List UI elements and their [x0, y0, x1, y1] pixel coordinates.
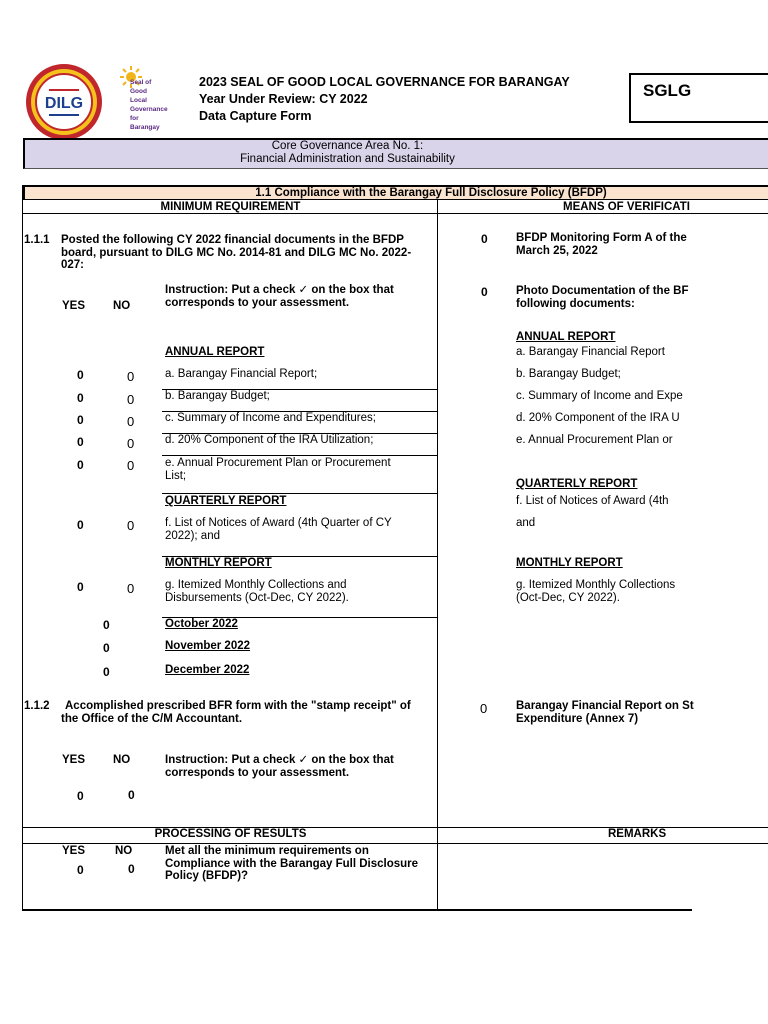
results-yes-value[interactable]: 0 — [77, 863, 84, 877]
item-112-yes-header: YES — [62, 754, 86, 766]
item-112-instruction: Instruction: Put a check ✓ on the box that — [165, 754, 394, 766]
row-c-yes[interactable]: 0 — [77, 413, 84, 427]
mov-annual-heading: ANNUAL REPORT — [516, 331, 616, 343]
item-112-no-value[interactable]: 0 — [128, 788, 135, 802]
monthly-report-heading: MONTHLY REPORT — [165, 557, 272, 569]
annual-report-heading: ANNUAL REPORT — [165, 346, 265, 358]
dilg-logo-text: DILG — [44, 95, 84, 112]
mov-b-text: Photo Documentation of the BF — [516, 285, 689, 297]
item-112-number: 1.1.2 — [24, 700, 50, 712]
december-value[interactable]: 0 — [103, 665, 110, 679]
dilg-logo — [25, 63, 103, 141]
results-no-header: NO — [115, 845, 133, 857]
row-g-no[interactable]: 0 — [127, 581, 135, 596]
row-e-yes[interactable]: 0 — [77, 458, 84, 472]
results-question-3: Policy (BFDP)? — [165, 870, 249, 882]
row-a-yes[interactable]: 0 — [77, 368, 84, 382]
results-question-2: Compliance with the Barangay Full Disclosure — [165, 857, 419, 870]
mov-b-value[interactable]: 0 — [481, 285, 488, 299]
year-under-review: Year Under Review: CY 2022 — [199, 92, 368, 106]
november-label: November 2022 — [165, 640, 251, 652]
item-112-text: Accomplished prescribed BFR form with the "stamp receipt" of — [65, 700, 411, 712]
seal-line: Local — [130, 97, 147, 104]
area-line1: Core Governance Area No. 1: — [271, 140, 424, 152]
row-b-yes[interactable]: 0 — [77, 391, 84, 405]
mov-item-a: a. Barangay Financial Report — [516, 346, 665, 358]
item-111-text-2: board, pursuant to DILG MC No. 2014-81 and DILG MC No. 2022- — [61, 246, 412, 259]
item-112-mov-text: Barangay Financial Report on St — [516, 700, 694, 712]
col-mov-header: MEANS OF VERIFICATI — [563, 201, 690, 213]
remarks-header: REMARKS — [608, 828, 667, 840]
row-g-label: g. Itemized Monthly Collections and — [165, 579, 347, 591]
mov-a-text: BFDP Monitoring Form A of the — [516, 232, 687, 244]
row-d-label: d. 20% Component of the IRA Utilization; — [165, 434, 374, 446]
mov-a-value[interactable]: 0 — [481, 232, 488, 246]
mov-item-g: g. Itemized Monthly Collections — [516, 579, 676, 591]
seal-line: Barangay — [130, 124, 160, 131]
october-label: October 2022 — [165, 618, 238, 630]
october-value[interactable]: 0 — [103, 618, 110, 632]
row-f-label-2: 2022); and — [165, 529, 220, 542]
item-111-number: 1.1.1 — [24, 234, 50, 246]
no-header: NO — [113, 300, 131, 312]
area-line2: Financial Administration and Sustainability — [240, 152, 455, 165]
row-g-yes[interactable]: 0 — [77, 580, 84, 594]
row-a-label: a. Barangay Financial Report; — [165, 368, 318, 380]
row-c-label: c. Summary of Income and Expenditures; — [165, 412, 376, 424]
seal-line: Governance for — [130, 106, 168, 122]
section-title-bar — [23, 185, 768, 199]
mov-item-c: c. Summary of Income and Expe — [516, 390, 683, 402]
row-g-label-2: Disbursements (Oct-Dec, CY 2022). — [165, 591, 349, 604]
section-title: 1.1 Compliance with the Barangay Full Disclosure Policy (BFDP) — [255, 187, 607, 199]
mov-item-d: d. 20% Component of the IRA U — [516, 412, 680, 424]
governance-area-bar — [23, 138, 768, 169]
form-title: 2023 SEAL OF GOOD LOCAL GOVERNANCE FOR BARANGAY — [199, 75, 570, 89]
seal-line: Good — [130, 88, 147, 95]
row-e-no[interactable]: 0 — [127, 458, 135, 473]
row-c-no[interactable]: 0 — [127, 414, 135, 429]
row-f-label: f. List of Notices of Award (4th Quarter of CY — [165, 517, 392, 529]
quarterly-report-heading: QUARTERLY REPORT — [165, 495, 287, 507]
row-d-yes[interactable]: 0 — [77, 435, 84, 449]
mov-b-text-2: following documents: — [516, 297, 635, 310]
yes-header: YES — [62, 300, 86, 312]
form-name: Data Capture Form — [199, 109, 312, 123]
instruction-text-2: corresponds to your assessment. — [165, 296, 350, 309]
row-f-yes[interactable]: 0 — [77, 518, 84, 532]
results-no-value[interactable]: 0 — [128, 862, 135, 876]
item-111-text: Posted the following CY 2022 financial documents in the BFDP — [61, 234, 404, 246]
item-112-no-header: NO — [113, 754, 131, 766]
sglg-badge — [629, 73, 768, 123]
row-a-no[interactable]: 0 — [127, 369, 135, 384]
sglgb-seal-logo — [120, 66, 178, 131]
mov-item-b: b. Barangay Budget; — [516, 368, 621, 380]
item-112-mov-text-2: Expenditure (Annex 7) — [516, 712, 639, 725]
item-112-text-2: the Office of the C/M Accountant. — [61, 712, 243, 725]
mov-quarterly-heading: QUARTERLY REPORT — [516, 478, 638, 490]
col-min-req-header: MINIMUM REQUIREMENT — [160, 201, 301, 213]
mov-item-g-2: (Oct-Dec, CY 2022). — [516, 591, 620, 604]
mov-item-f: f. List of Notices of Award (4th — [516, 495, 669, 507]
results-question: Met all the minimum requirements on — [165, 845, 369, 857]
row-f-no[interactable]: 0 — [127, 518, 135, 533]
row-b-no[interactable]: 0 — [127, 392, 135, 407]
november-value[interactable]: 0 — [103, 641, 110, 655]
row-e-label-2: List; — [165, 469, 187, 482]
row-b-label: b. Barangay Budget; — [165, 390, 270, 402]
item-112-mov-value[interactable]: 0 — [480, 701, 488, 716]
mov-monthly-heading: MONTHLY REPORT — [516, 557, 623, 569]
row-d-no[interactable]: 0 — [127, 436, 135, 451]
mov-item-e: e. Annual Procurement Plan or — [516, 434, 673, 446]
results-yes-header: YES — [62, 845, 86, 857]
processing-results-header: PROCESSING OF RESULTS — [154, 828, 307, 840]
item-112-yes-value[interactable]: 0 — [77, 789, 84, 803]
item-112-instruction-2: corresponds to your assessment. — [165, 766, 350, 779]
instruction-text: Instruction: Put a check ✓ on the box that — [165, 284, 394, 296]
december-label: December 2022 — [165, 664, 250, 676]
row-e-label: e. Annual Procurement Plan or Procurement — [165, 457, 391, 469]
sglg-badge-text: SGLG — [643, 81, 692, 100]
item-111-text-3: 027: — [61, 259, 85, 271]
seal-line: Seal of — [130, 79, 152, 86]
mov-a-text-2: March 25, 2022 — [516, 244, 598, 257]
mov-and: and — [516, 517, 536, 529]
